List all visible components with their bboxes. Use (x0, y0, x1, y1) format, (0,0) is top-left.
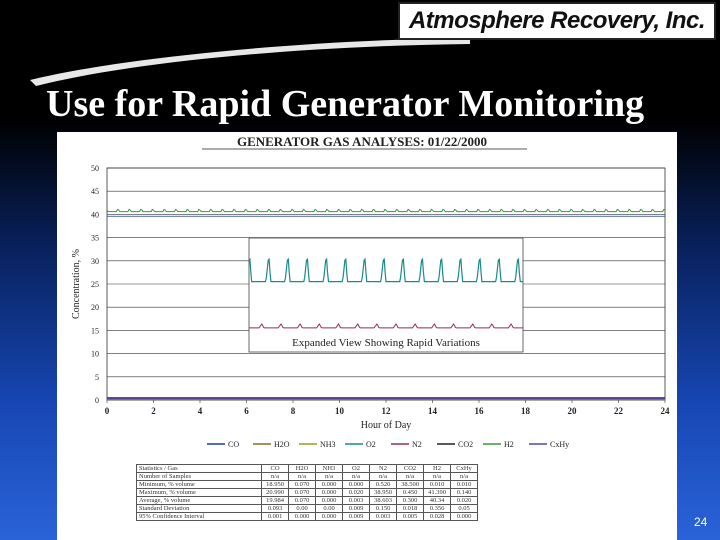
stats-cell: H2 (424, 465, 451, 473)
stats-cell: 18.950 (262, 481, 289, 489)
stats-cell: 0.450 (397, 489, 424, 497)
inset-annotation: Expanded View Showing Rapid Variations (292, 337, 480, 349)
y-axis-label: Concentration, % (71, 249, 82, 319)
y-tick-25: 25 (91, 280, 99, 289)
y-tick-10: 10 (91, 349, 99, 359)
stats-cell: 0.00 (316, 505, 343, 513)
stats-cell: n/a (289, 473, 316, 481)
stats-row-label: 95% Confidence Interval (137, 513, 262, 521)
stats-cell: n/a (262, 473, 289, 481)
legend-label-NH3: NH3 (320, 440, 336, 449)
statistics-table (136, 464, 478, 521)
x-tick-20: 20 (567, 406, 577, 416)
slide-title: Use for Rapid Generator Monitoring (46, 83, 645, 125)
y-tick-50: 50 (91, 164, 99, 173)
legend-label-CO2: CO2 (458, 440, 474, 449)
y-tick-labels (91, 164, 99, 405)
stats-cell: 0.000 (289, 513, 316, 521)
x-tick-16: 16 (474, 406, 484, 416)
x-tick-24: 24 (660, 406, 670, 416)
x-tick-8: 8 (290, 406, 296, 416)
stats-cell: 0.003 (370, 513, 397, 521)
x-tick-12: 12 (381, 406, 391, 416)
company-logo (398, 2, 716, 40)
stats-cell: 0.070 (289, 489, 316, 497)
x-tick-22: 22 (614, 406, 623, 416)
logo-text: Atmosphere Recovery, Inc. (408, 7, 706, 34)
legend-label-CO: CO (228, 440, 240, 449)
legend-label-H2O: H2O (274, 440, 290, 449)
x-tick-labels (105, 406, 670, 416)
stats-cell: n/a (370, 473, 397, 481)
statistics-table-body (137, 465, 478, 521)
stats-cell: 0.093 (262, 505, 289, 513)
x-tick-0: 0 (104, 406, 110, 416)
x-tick-4: 4 (197, 406, 203, 416)
stats-cell: 0.356 (424, 505, 451, 513)
stats-cell: 0.018 (397, 505, 424, 513)
y-tick-15: 15 (91, 326, 99, 336)
stats-header-row (137, 465, 478, 473)
stats-cell: 0.000 (451, 513, 478, 521)
stats-row (137, 473, 478, 481)
stats-cell: 0.000 (316, 513, 343, 521)
y-tick-20: 20 (91, 303, 99, 313)
stats-cell: 0.070 (289, 497, 316, 505)
x-tick-18: 18 (521, 406, 530, 416)
stats-row-label: Statistics / Gas (137, 465, 262, 473)
stats-cell: 0.140 (451, 489, 478, 497)
stats-cell: 0.520 (370, 481, 397, 489)
y-tick-5: 5 (95, 372, 99, 382)
y-tick-35: 35 (91, 233, 99, 243)
stats-cell: 0.010 (451, 481, 478, 489)
stats-row-label: Minimum, % volume (137, 481, 262, 489)
stats-cell: 0.000 (343, 481, 370, 489)
stats-cell: n/a (316, 473, 343, 481)
stats-cell: 20.990 (262, 489, 289, 497)
x-tick-14: 14 (428, 406, 437, 416)
gas-analysis-chart (57, 132, 677, 455)
stats-cell: CO2 (397, 465, 424, 473)
stats-cell: n/a (397, 473, 424, 481)
stats-cell: 0.300 (397, 497, 424, 505)
stats-cell: 38.500 (397, 481, 424, 489)
stats-cell: 0.028 (424, 513, 451, 521)
x-axis-label: Hour of Day (360, 420, 412, 431)
stats-cell: 38.950 (370, 489, 397, 497)
stats-cell: 19.984 (262, 497, 289, 505)
stats-cell: 0.020 (343, 489, 370, 497)
stats-cell: n/a (343, 473, 370, 481)
stats-cell: 0.05 (451, 505, 478, 513)
stats-cell: 0.070 (289, 481, 316, 489)
stats-cell: n/a (424, 473, 451, 481)
y-tick-40: 40 (91, 210, 99, 220)
stats-cell: 0.001 (262, 513, 289, 521)
stats-cell: NH3 (316, 465, 343, 473)
x-tick-10: 10 (335, 406, 344, 416)
stats-cell: N2 (370, 465, 397, 473)
stats-row (137, 505, 478, 513)
stats-row-label: Standard Deviation (137, 505, 262, 513)
inset-frame (249, 238, 523, 352)
stats-cell: 41.390 (424, 489, 451, 497)
chart-panel (57, 132, 677, 455)
stats-cell: CxHy (451, 465, 478, 473)
stats-cell: 0.000 (316, 481, 343, 489)
x-tick-6: 6 (244, 406, 249, 416)
stats-row (137, 489, 478, 497)
stats-cell: 0.005 (397, 513, 424, 521)
stats-cell: 0.000 (316, 489, 343, 497)
stats-row-label: Average, % volume (137, 497, 262, 505)
legend-label-H2: H2 (504, 440, 514, 449)
stats-cell: CO (262, 465, 289, 473)
stats-cell: n/a (451, 473, 478, 481)
stats-cell: 0.020 (451, 497, 478, 505)
y-tick-30: 30 (91, 256, 99, 266)
stats-cell: 38.603 (370, 497, 397, 505)
stats-cell: 0.010 (424, 481, 451, 489)
stats-cell: 0.003 (343, 497, 370, 505)
page-number: 24 (694, 515, 708, 529)
stats-row-label: Number of Samples (137, 473, 262, 481)
stats-panel (57, 455, 677, 540)
stats-cell: 0.009 (343, 505, 370, 513)
legend-label-N2: N2 (412, 440, 422, 449)
stats-cell: 0.009 (343, 513, 370, 521)
stats-cell: 0.150 (370, 505, 397, 513)
stats-row-label: Maximum, % volume (137, 489, 262, 497)
chart-title: GENERATOR GAS ANALYSES: 01/22/2000 (236, 134, 488, 149)
stats-cell: O2 (343, 465, 370, 473)
y-tick-0: 0 (95, 396, 99, 405)
stats-cell: 0.00 (289, 505, 316, 513)
stats-row (137, 481, 478, 489)
stats-cell: 0.000 (316, 497, 343, 505)
stats-row (137, 513, 478, 521)
stats-cell: 40.34 (424, 497, 451, 505)
legend-label-CxHy: CxHy (550, 440, 570, 449)
stats-cell: H2O (289, 465, 316, 473)
y-tick-45: 45 (91, 187, 99, 197)
chart-legend (207, 440, 569, 449)
legend-label-O2: O2 (366, 440, 376, 449)
stats-row (137, 497, 478, 505)
x-tick-2: 2 (151, 406, 156, 416)
